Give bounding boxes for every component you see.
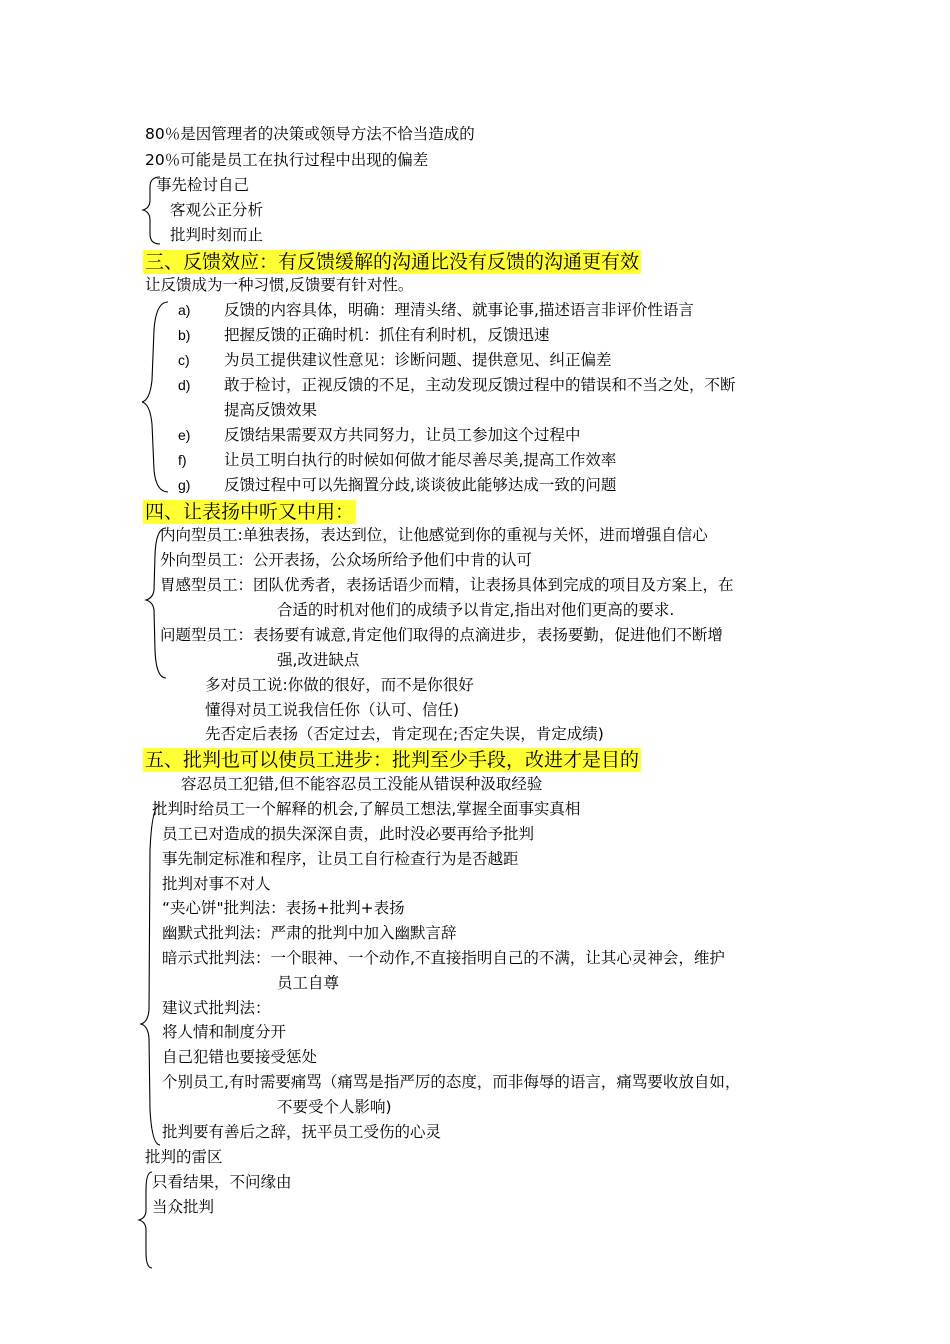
section5-item-1: 批判时给员工一个解释的机会,了解员工想法,掌握全面事实真相 — [152, 800, 581, 818]
section3-item-b-label: b) — [178, 327, 191, 343]
section5-lead: 容忍员工犯错,但不能容忍员工没能从错误种汲取经验 — [181, 775, 543, 793]
section4-type-3: 胃感型员工：团队优秀者，表扬话语少而精，让表扬具体到完成的项目及方案上，在 — [160, 576, 734, 594]
minefield-item-1: 只看结果，不问缘由 — [152, 1173, 292, 1191]
section4-heading: 四、让表扬中听又中用： — [145, 501, 355, 523]
minefield-title: 批判的雷区 — [145, 1148, 223, 1166]
section3-item-a-text: 反馈的内容具体，明确：理清头绪、就事论事,描述语言非评价性语言 — [224, 301, 694, 319]
section3-item-f-label: f) — [178, 452, 187, 468]
section4-type-1: 内向型员工:单独表扬，表达到位，让他感觉到你的重视与关怀，进而增强自信心 — [160, 526, 708, 544]
intro-line-5: 批判时刻而止 — [170, 226, 264, 244]
minefield-item-2: 当众批判 — [152, 1198, 215, 1216]
section5-item-10: 自己犯错也要接受惩处 — [162, 1048, 318, 1066]
section4-type-3-cont: 合适的时机对他们的成绩予以肯定,指出对他们更高的要求. — [277, 601, 675, 619]
section5-item-7: 暗示式批判法：一个眼神、一个动作,不直接指明自己的不满，让其心灵神会，维护 — [162, 949, 725, 967]
section3-item-c-label: c) — [178, 352, 190, 368]
section4-type-4-cont: 强,改进缺点 — [277, 651, 360, 669]
section3-item-e-text: 反馈结果需要双方共同努力，让员工参加这个过程中 — [224, 426, 581, 444]
section3-item-c-text: 为员工提供建议性意见：诊断问题、提供意见、纠正偏差 — [224, 351, 612, 369]
section3-item-b-text: 把握反馈的正确时机：抓住有利时机，反馈迅速 — [224, 326, 550, 344]
section5-item-3: 事先制定标准和程序，让员工自行检查行为是否越距 — [162, 850, 519, 868]
intro-line-1: 80％是因管理者的决策或领导方法不恰当造成的 — [145, 125, 475, 143]
section3-lead: 让反馈成为一种习惯,反馈要有针对性。 — [145, 276, 414, 294]
section4-tip-2: 懂得对员工说我信任你（认可、信任) — [205, 701, 460, 719]
brace-section5 — [141, 805, 160, 1145]
section5-item-4: 批判对事不对人 — [162, 875, 271, 893]
section3-heading: 三、反馈效应：有反馈缓解的沟通比没有反馈的沟通更有效 — [145, 251, 640, 273]
brace-minefield — [139, 1172, 152, 1268]
brace-section3 — [142, 302, 168, 492]
intro-line-2: 20％可能是员工在执行过程中出现的偏差 — [145, 151, 429, 169]
section5-item-8: 建议式批判法： — [162, 999, 271, 1017]
section3-item-d-text: 敢于检讨，正视反馈的不足，主动发现反馈过程中的错误和不当之处，不断 — [224, 376, 736, 394]
section4-tip-3: 先否定后表扬（否定过去，肯定现在;否定失误，肯定成绩) — [205, 725, 604, 743]
section5-item-11: 个别员工,有时需要痛骂（痛骂是指严厉的态度，而非侮辱的语言，痛骂要收放自如， — [162, 1073, 741, 1091]
section3-item-g-text: 反馈过程中可以先搁置分歧,谈谈彼此能够达成一致的问题 — [224, 476, 617, 494]
section3-item-d-label: d) — [178, 377, 191, 393]
section3-item-d-cont: 提高反馈效果 — [224, 401, 318, 419]
section5-item-11-cont: 不要受个人影响) — [277, 1098, 392, 1116]
section3-item-g-label: g) — [178, 477, 191, 493]
section4-type-2: 外向型员工：公开表扬，公众场所给予他们中肯的认可 — [160, 551, 533, 569]
section5-item-9: 将人情和制度分开 — [162, 1023, 287, 1041]
section5-heading: 五、批判也可以使员工进步：批判至少手段，改进才是目的 — [145, 749, 640, 771]
section4-tip-1: 多对员工说:你做的很好，而不是你很好 — [205, 676, 474, 694]
section5-item-7-cont: 员工自尊 — [277, 974, 340, 992]
section3-item-f-text: 让员工明白执行的时候如何做才能尽善尽美,提高工作效率 — [224, 451, 617, 469]
section3-item-e-label: e) — [178, 427, 191, 443]
section5-item-2: 员工已对造成的损失深深自责，此时没必要再给予批判 — [162, 825, 535, 843]
intro-line-3: 事先检讨自己 — [156, 176, 250, 194]
section5-item-5: “夹心饼"批判法：表扬+批判+表扬 — [162, 899, 405, 917]
intro-line-4: 客观公正分析 — [170, 201, 264, 219]
section5-item-6: 幽默式批判法：严肃的批判中加入幽默言辞 — [162, 924, 457, 942]
section4-type-4: 问题型员工：表扬要有诚意,肯定他们取得的点滴进步，表扬要勤，促进他们不断增 — [160, 626, 723, 644]
section3-item-a-label: a) — [178, 302, 191, 318]
section5-item-12: 批判要有善后之辞，抚平员工受伤的心灵 — [162, 1123, 442, 1141]
